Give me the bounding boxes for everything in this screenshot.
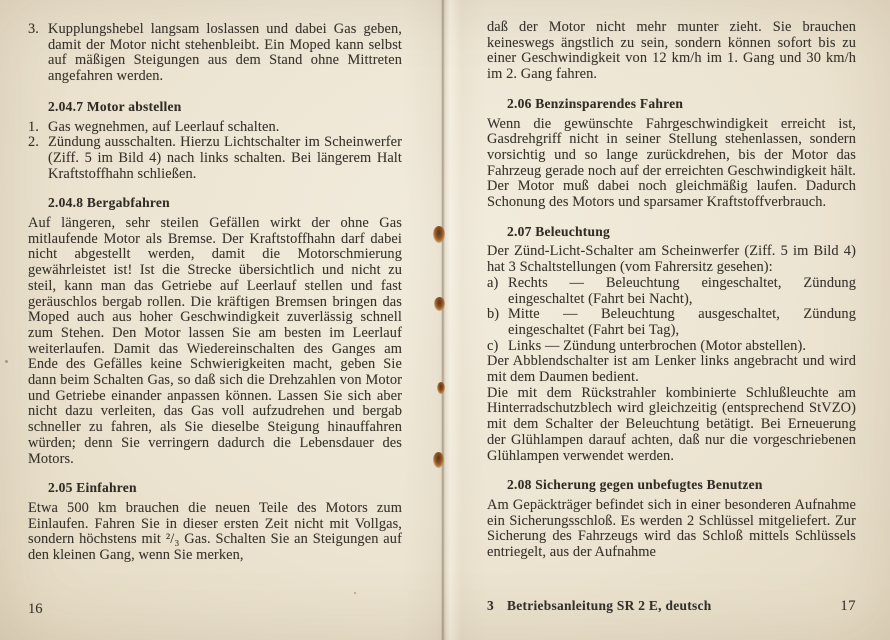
section-heading-2-06: 2.06 Benzinsparendes Fahren: [507, 95, 684, 111]
rust-stain: [437, 382, 445, 394]
paragraph-sicherung: Am Gepäckträger befindet sich in einer besonderen Aufnahme ein Sicherungsschloß. Es werden 2 Schlüssel mitgeliefert. Zur Sicherung des Fahrzeugs wird das Schloß mittels Schlüssels entriegelt, aus der Aufnahme: [487, 496, 856, 561]
numbered-item-2: [28, 135, 402, 182]
page-gutter-shading: [403, 0, 487, 640]
paragraph-schlussleuchte: Die mit dem Rückstrahler kombinierte Schlußleuchte am Hinterradschutzblech wird gleichzeitig (entsprechend StVZO) mit dem Schalter der Beleuchtung betätigt. Bei Erneuerung der Glühlampen darauf achten, daß nur die vorgeschriebenen Glühlampen verwendet werden.: [487, 384, 856, 464]
page-number-right: 17: [840, 598, 856, 614]
item-marker: b): [487, 306, 500, 323]
numbered-item-3: [28, 22, 402, 85]
page-left: [28, 22, 402, 564]
printer-footer: [487, 598, 856, 615]
lettered-item-a: [487, 276, 856, 307]
lettered-item-b: [487, 307, 856, 338]
section-heading-2-08: 2.08 Sicherung gegen unbefugtes Benutzen: [507, 477, 763, 493]
paragraph-bergabfahren: Auf längeren, sehr steilen Gefällen wirkt der ohne Gas mitlaufende Motor als Bremse. Der Kraftstoffhahn darf dabei nicht abgestellt werden, damit die Motorschmierung gewährleistet ist! Ist die Strecke übersichtlich und nicht zu steil, kann man das Getriebe auf Leerlauf stellen und fast geräuschlos bergab rollen. Die kräftigen Bremsen bringen das Moped auch aus hoher Geschwindigkeit zuverlässig schnell zum Stehen. Den Motor lassen Sie am besten im Leerlauf weiterlaufen. Damit das Wiedereinschalten des Ganges am Ende des Gefälles keine Schwierigkeiten macht, geben Sie dann beim Schalten Gas, so daß sich die Drehzahlen von Motor und Getriebe einander anpassen können. Lassen Sie sich aber nicht dazu verleiten, das Gas voll aufzudrehen und bergab schneller zu fahren, als Sie dieselbe Steigung hinauffahren würden; denn Sie verringern dadurch die Lebensdauer des Motors.: [28, 215, 402, 467]
rust-stain: [433, 452, 444, 468]
item-marker: 3.: [28, 21, 39, 37]
numbered-item-1: [28, 120, 402, 136]
lettered-item-c: [487, 339, 856, 355]
page-fold-line: [441, 0, 445, 640]
paragraph-abblendschalter: Der Abblendschalter ist am Lenker links angebracht und wird mit dem Daumen bedient.: [487, 353, 856, 386]
item-text: Gas wegnehmen, auf Leerlauf schalten.: [48, 118, 280, 135]
item-marker: a): [487, 274, 499, 291]
item-marker: 1.: [28, 118, 39, 135]
section-heading-2-07: 2.07 Beleuchtung: [507, 223, 611, 239]
item-marker: c): [487, 337, 499, 354]
item-text: Kupplungshebel langsam loslassen und dabei Gas geben, damit der Motor nicht stehenbleibt. Ein Moped kann selbst auf mäßigen Steigungen aus dem Stand ohne Mittreten angefahren werden.: [48, 21, 402, 85]
item-text: Mitte — Beleuchtung ausgeschaltet, Zündung eingeschaltet (Fahrt bei Tag),: [508, 306, 856, 338]
rust-stain: [433, 226, 445, 243]
paragraph-continuation: daß der Motor nicht mehr munter zieht. Sie brauchen keineswegs ängstlich zu sein, sondern können sofort bis zu einer Geschwindigkeit von 12 km/h im 1. Gang und 30 km/h im 2. Gang fahren.: [487, 19, 856, 83]
paper-speck: [354, 592, 356, 594]
paragraph-beleuchtung-intro: Der Zünd-Licht-Schalter am Scheinwerfer (Ziff. 5 im Bild 4) hat 3 Schaltstellungen (vom Fahrersitz gesehen):: [487, 243, 856, 276]
section-heading-2-05: 2.05 Einfahren: [48, 480, 137, 496]
section-heading-2-04-7: 2.04.7 Motor abstellen: [48, 98, 182, 114]
paragraph-einfahren: Etwa 500 km brauchen die neuen Teile des Motors zum Einlaufen. Fahren Sie in dieser ersten Zeit nicht mit Vollgas, sondern höchstens mit ²/₃ Gas. Schalten Sie an Steigungen auf den kleinen Gang, wenn Sie merken,: [28, 499, 402, 564]
item-text: Zündung ausschalten. Hierzu Lichtschalter im Scheinwerfer (Ziff. 5 im Bild 4) nach links schalten. Bei längerem Halt Kraftstoffhahn schließen.: [48, 134, 402, 182]
rust-stain: [434, 297, 445, 311]
section-heading-2-04-8: 2.04.8 Bergabfahren: [48, 195, 170, 211]
paper-speck: [5, 360, 8, 363]
item-text: Rechts — Beleuchtung eingeschaltet, Zündung eingeschaltet (Fahrt bei Nacht),: [508, 274, 856, 307]
paragraph-benzinsparen: Wenn die gewünschte Fahrgeschwindigkeit erreicht ist, Gasdrehgriff nicht in seiner Stellung stehenlassen, sondern vorsichtig und so lange zurückdrehen, bis der Motor das Fahrzeug gerade noch auf der erreichten Geschwindigkeit hält. Der Motor muß dabei noch gleichmäßig laufen. Dadurch Schonung des Motors und sparsamer Kraftstoffverbrauch.: [487, 115, 856, 211]
item-marker: 2.: [28, 134, 39, 151]
printer-signature: 3: [487, 598, 494, 613]
printer-footer-text: Betriebsanleitung SR 2 E, deutsch: [507, 598, 712, 613]
item-text: Links — Zündung unterbrochen (Motor abstellen).: [508, 337, 807, 354]
page-number-left: 16: [28, 601, 43, 617]
page-right: [487, 20, 856, 561]
